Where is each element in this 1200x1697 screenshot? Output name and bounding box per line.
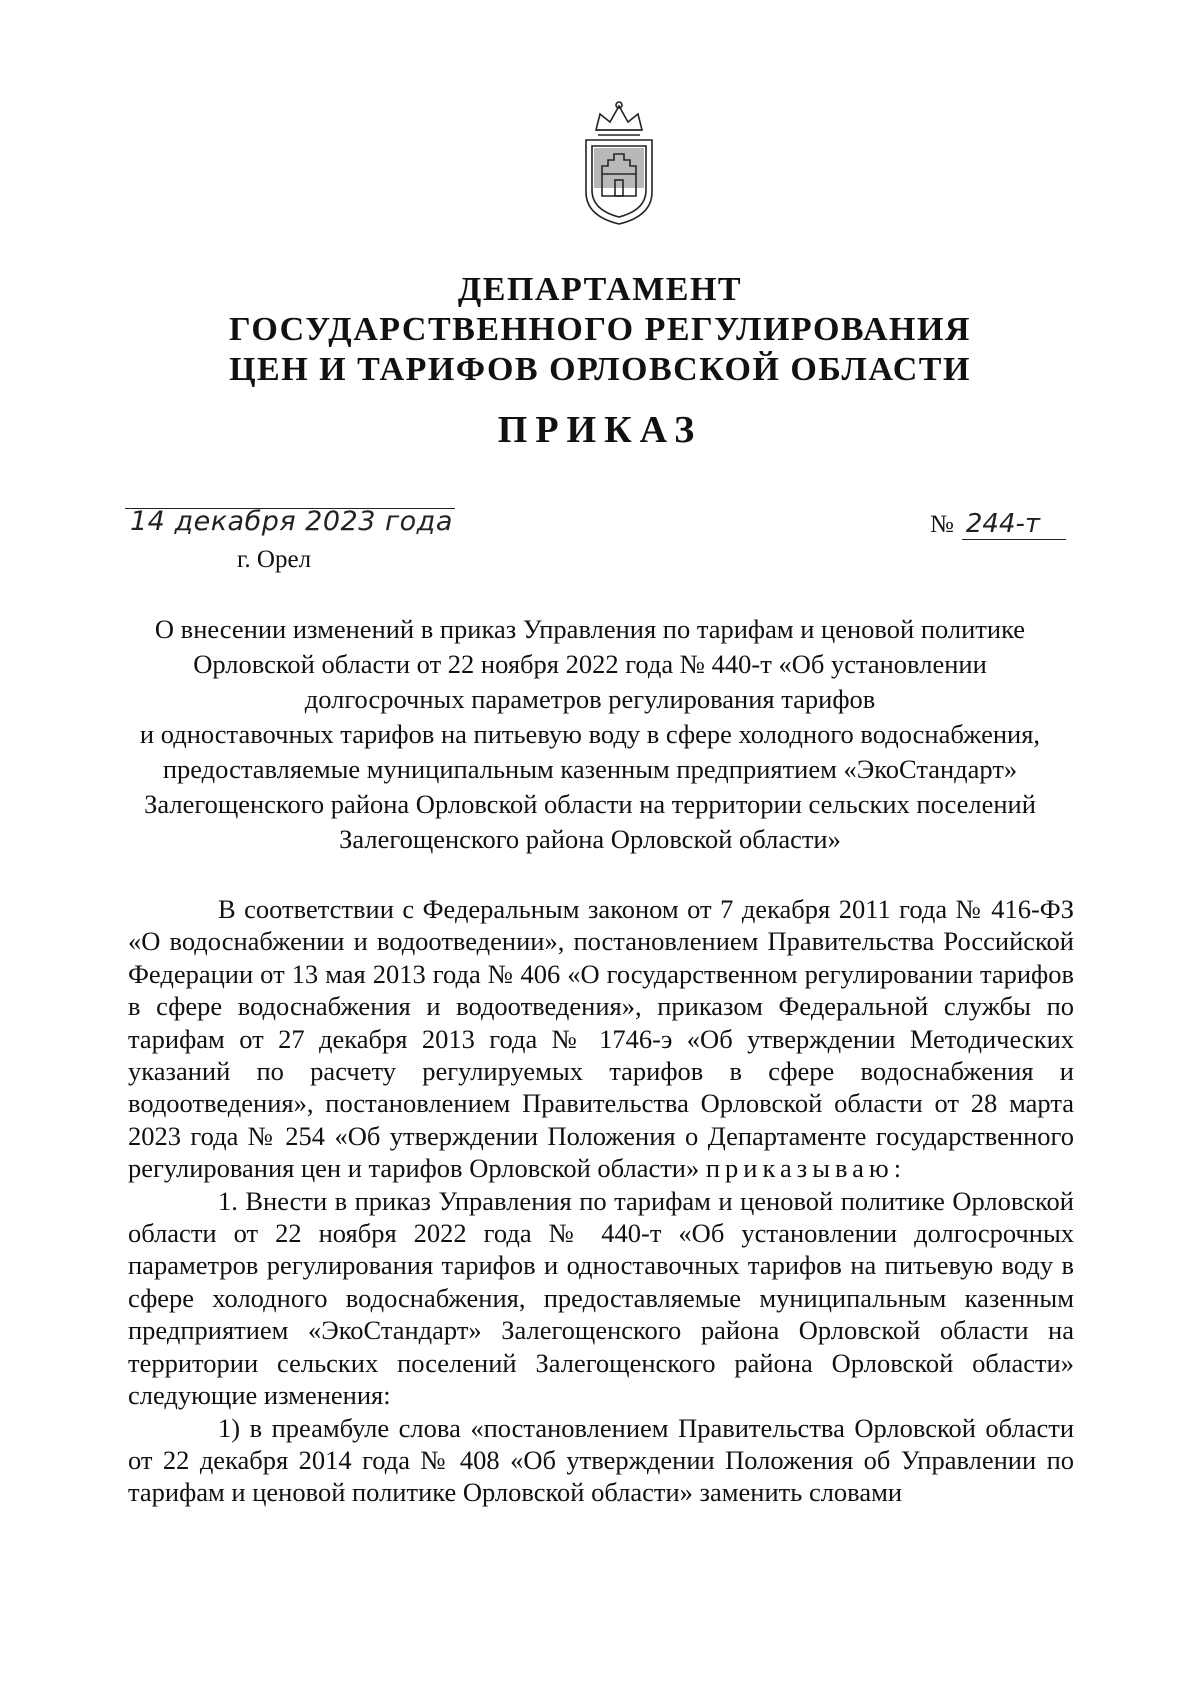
subject-line: долгосрочных параметров регулирования тарифов [304,684,876,714]
subject-line: и одноставочных тарифов на питьевую воду в сфере холодного водоснабжения, [139,719,1041,749]
department-line: ДЕПАРТАМЕНТ [457,271,743,308]
city-label: г. Орел [237,546,312,573]
preamble-text: В соответствии с Федеральным законом от 7 декабря 2011 года № 416-ФЗ «О водоснабжении и водоотведении», постановлением Правительства Российской Федерации от 13 мая 2013 года № 406 «О государственном регулировании тарифов в сфере водоснабжения и водоотведения», приказом Федеральной службы по тарифам от 27 декабря 2013 года № 1746-э «Об утверждении Методических указаний по расчету регулируемых тарифов в сфере водоснабжения и водоотведения», постановлением Правительства Орловской области от 28 марта 2023 года № 254 «Об утверждении Положения о Департаменте государственного регулирования цен и тарифов Орловской области» [128,894,1074,1184]
preamble-paragraph [128,893,1074,1185]
subject-line: О внесении изменений в приказ Управления по тарифам и ценовой политике [154,614,1026,644]
item-1-1-paragraph: 1) в преамбуле слова «постановлением Правительства Орловской области от 22 декабря 2014 года № 408 «Об утверждении Положения об Управлении по тарифам и ценовой политике Орловской области» заменить словами [128,1412,1074,1508]
department-name [150,270,1050,390]
subject-line: Залегощенского района Орловской области» [339,824,841,854]
number-sign: № [930,511,954,538]
coat-of-arms-icon [578,100,660,228]
order-body [128,893,1074,1509]
subject-line: Залегощенского района Орловской области на территории сельских поселений [144,789,1036,819]
department-line: ЦЕН И ТАРИФОВ ОРЛОВСКОЙ ОБЛАСТИ [229,351,971,388]
order-subject [115,612,1065,857]
department-line: ГОСУДАРСТВЕННОГО РЕГУЛИРОВАНИЯ [229,311,971,348]
handwritten-number: 244-т [962,509,1066,540]
document-type-title: ПРИКАЗ [497,409,703,451]
subject-line: предоставляемые муниципальным казенным предприятием «ЭкоСтандарт» [162,754,1018,784]
item-1-paragraph: 1. Внести в приказ Управления по тарифам и ценовой политике Орловской области от 22 ноября 2022 года № 440-т «Об установлении долгосрочных параметров регулирования тарифов и одноставочных тарифов на питьевую воду в сфере холодного водоснабжения, предоставляемые муниципальным казенным предприятием «ЭкоСтандарт» Залегощенского района Орловской области на территории сельских поселений Залегощенского района Орловской области» следующие изменения: [128,1185,1074,1411]
handwritten-date: 14 декабря 2023 года [130,506,453,537]
order-number [930,509,1066,540]
subject-line: Орловской области от 22 ноября 2022 года № 440-т «Об установлении [193,649,987,679]
order-word: приказываю: [705,1153,907,1184]
